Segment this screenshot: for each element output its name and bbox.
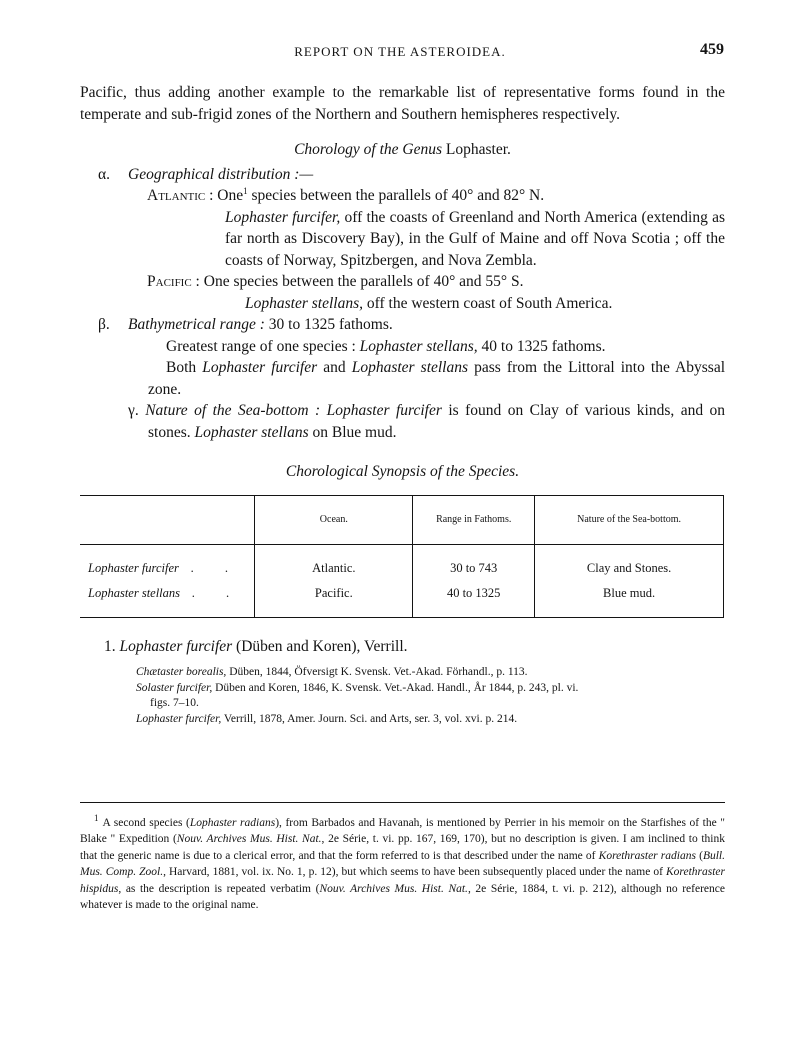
- chorology-heading-italic: Chorology of the Genus: [294, 141, 443, 158]
- row-range: 40 to 1325: [413, 581, 535, 618]
- row-bottom: Clay and Stones.: [535, 555, 724, 581]
- synonym-reference-continued: figs. 7–10.: [150, 697, 199, 709]
- row-ocean: Pacific.: [255, 581, 413, 618]
- species-authors: (Düben and Koren), Verrill.: [236, 637, 408, 655]
- footnote-ref: 1: [243, 185, 248, 196]
- row-species-name: Lophaster stellans: [88, 585, 181, 600]
- footnote-italic: Korethraster hispidus: [80, 866, 725, 895]
- footnote-text: ), from Barbados and Havanah, is mentioned by Perrier in his memoir on the Starfishes of the " Blake " Expedition (: [80, 816, 725, 846]
- atlantic-one: One: [217, 187, 244, 204]
- footnote: [80, 810, 725, 914]
- synonym-reference: Verrill, 1878, Amer. Journ. Sci. and Arts, ser. 3, vol. xvi. p. 214.: [223, 712, 518, 725]
- synonymy-list: [80, 665, 725, 727]
- footnote-text: (: [695, 849, 703, 862]
- row-species: [80, 555, 255, 581]
- synonym-reference: Düben and Koren, 1846, K. Svensk. Vet.-Akad. Handl., År 1844, p. 243, pl. vi.: [215, 681, 579, 694]
- synopsis-header-row: [80, 495, 724, 544]
- both-word: Both: [166, 359, 197, 376]
- pacific-line: [80, 271, 725, 293]
- row-range: 30 to 743: [413, 555, 535, 581]
- footnote-italic: Lophaster radians: [189, 816, 276, 829]
- species-stellans: Lophaster stellans: [351, 359, 469, 376]
- leader-dots: . .: [191, 585, 244, 600]
- pacific-detail: [80, 293, 725, 315]
- chorology-heading: [80, 139, 725, 161]
- atlantic-text: species between the parallels of 40° and 82° N.: [251, 187, 545, 204]
- littoral-abyssal-text: pass from the Littoral into the Abyssal zone.: [148, 359, 726, 398]
- atlantic-detail: [80, 207, 725, 272]
- synopsis-title: Chorological Synopsis of the Species.: [285, 463, 520, 480]
- row-species: [80, 581, 255, 618]
- geographical-distribution-heading: [80, 164, 725, 186]
- footnote-text: , as the description is repeated verbatim (: [118, 882, 320, 895]
- littoral-abyssal-line: [80, 357, 725, 400]
- greatest-range-label: Greatest range of one species :: [166, 337, 356, 355]
- synonym-name: Lophaster furcifer,: [136, 712, 222, 725]
- row-species-name: Lophaster furcifer: [88, 560, 179, 575]
- bathymetrical-range-heading: [80, 314, 725, 336]
- footnote-text: A second species (: [102, 816, 190, 829]
- running-header: [0, 41, 800, 64]
- footnote-italic: Bull. Mus. Comp. Zool.: [80, 849, 725, 879]
- leader-dots: . .: [190, 560, 242, 575]
- sea-bottom-species-1: Lophaster furcifer: [326, 402, 442, 419]
- footnote-text: , 2e Série, 1884, t. vi. p. 212), although no reference whatever is made to the original name.: [80, 882, 725, 912]
- species-name: Lophaster furcifer: [119, 637, 233, 655]
- synopsis-spacer-row: [80, 544, 724, 555]
- footnote-italic: Nouv. Archives Mus. Hist. Nat.: [176, 833, 322, 846]
- page-number: 459: [700, 41, 724, 58]
- synonym-item: [136, 681, 725, 697]
- pacific-detail-text: off the western coast of South America.: [366, 294, 613, 312]
- pacific-species: Lophaster stellans,: [245, 294, 363, 312]
- synopsis-header-range: Range in Fathoms.: [413, 495, 535, 544]
- running-title: REPORT ON THE ASTEROIDEA.: [294, 44, 506, 59]
- atlantic-label: Atlantic :: [147, 187, 214, 204]
- footnote-text: , Harvard, 1881, vol. ix. No. 1, p. 12), but which seems to have been subsequently placed under the name of: [163, 866, 666, 879]
- species-furcifer: Lophaster furcifer: [202, 359, 318, 376]
- table-row: [80, 555, 724, 581]
- chorology-heading-genus: Lophaster.: [445, 141, 511, 158]
- sea-bottom-title: Nature of the Sea-bottom :: [145, 402, 321, 419]
- main-text: [80, 82, 725, 727]
- footnote-text: , 2e Série, t. vi. pp. 167, 169, 170), but no description is given. I am inclined to think that the generic name is due to a clerical error, and that the form referred to is that described under the name of: [80, 833, 725, 862]
- and-word: and: [323, 359, 346, 376]
- species-entry-heading: [80, 636, 725, 658]
- bathymetrical-range-value: 30 to 1325 fathoms.: [268, 316, 393, 333]
- bathymetrical-range-title: Bathymetrical range :: [128, 316, 265, 333]
- synonym-name: Chætaster borealis,: [136, 666, 227, 678]
- pacific-text: One species between the parallels of 40° and 55° S.: [203, 273, 524, 290]
- gamma-marker: γ.: [128, 402, 139, 419]
- row-ocean: Atlantic.: [255, 555, 413, 581]
- synonym-item: [136, 665, 725, 681]
- sea-bottom-text-2: on Blue mud.: [312, 423, 397, 441]
- synonym-name: Solaster furcifer,: [136, 681, 213, 694]
- greatest-range-species: Lophaster stellans,: [359, 337, 478, 355]
- synopsis-header-species: [80, 495, 255, 544]
- footnote-italic: Korethraster radians: [598, 849, 696, 862]
- atlantic-line: [80, 185, 725, 207]
- sea-bottom-paragraph: [80, 400, 725, 443]
- synonym-reference: Düben, 1844, Öfversigt K. Svensk. Vet.-Akad. Förhandl., p. 113.: [229, 666, 528, 678]
- synopsis-header-bottom: Nature of the Sea-bottom.: [535, 495, 724, 544]
- synopsis-table: [80, 495, 724, 618]
- table-row: [80, 581, 724, 618]
- greatest-range-value: 40 to 1325 fathoms.: [481, 337, 606, 355]
- greatest-range-line: [80, 336, 725, 358]
- sea-bottom-text-1: is found on Clay of various kinds, and on stones.: [148, 402, 726, 441]
- synonym-item: [136, 712, 725, 728]
- species-number: 1.: [104, 637, 116, 655]
- synopsis-header-ocean: Ocean.: [255, 495, 413, 544]
- sea-bottom-species-2: Lophaster stellans: [194, 423, 309, 441]
- geographical-distribution-title: Geographical distribution :—: [128, 165, 314, 183]
- alpha-marker: α.: [98, 165, 110, 183]
- beta-marker: β.: [98, 316, 110, 333]
- atlantic-detail-text: off the coasts of Greenland and North America (extending as far north as Discovery Bay), in the Gulf of Maine and off Nova Scotia ; off the coasts of Norway, Spitzbergen, and Nova Zembla.: [225, 208, 725, 269]
- footnote-marker: 1: [94, 813, 99, 823]
- footnote-rule: [80, 802, 725, 803]
- pacific-label: Pacific :: [147, 273, 200, 290]
- row-bottom: Blue mud.: [535, 581, 724, 618]
- intro-paragraph: Pacific, thus adding another example to the remarkable list of representative forms found in the temperate and sub-frigid zones of the Northern and Southern hemispheres respectively.: [80, 84, 725, 123]
- atlantic-species: Lophaster furcifer,: [225, 208, 341, 226]
- footnote-italic: Nouv. Archives Mus. Hist. Nat.: [319, 882, 468, 895]
